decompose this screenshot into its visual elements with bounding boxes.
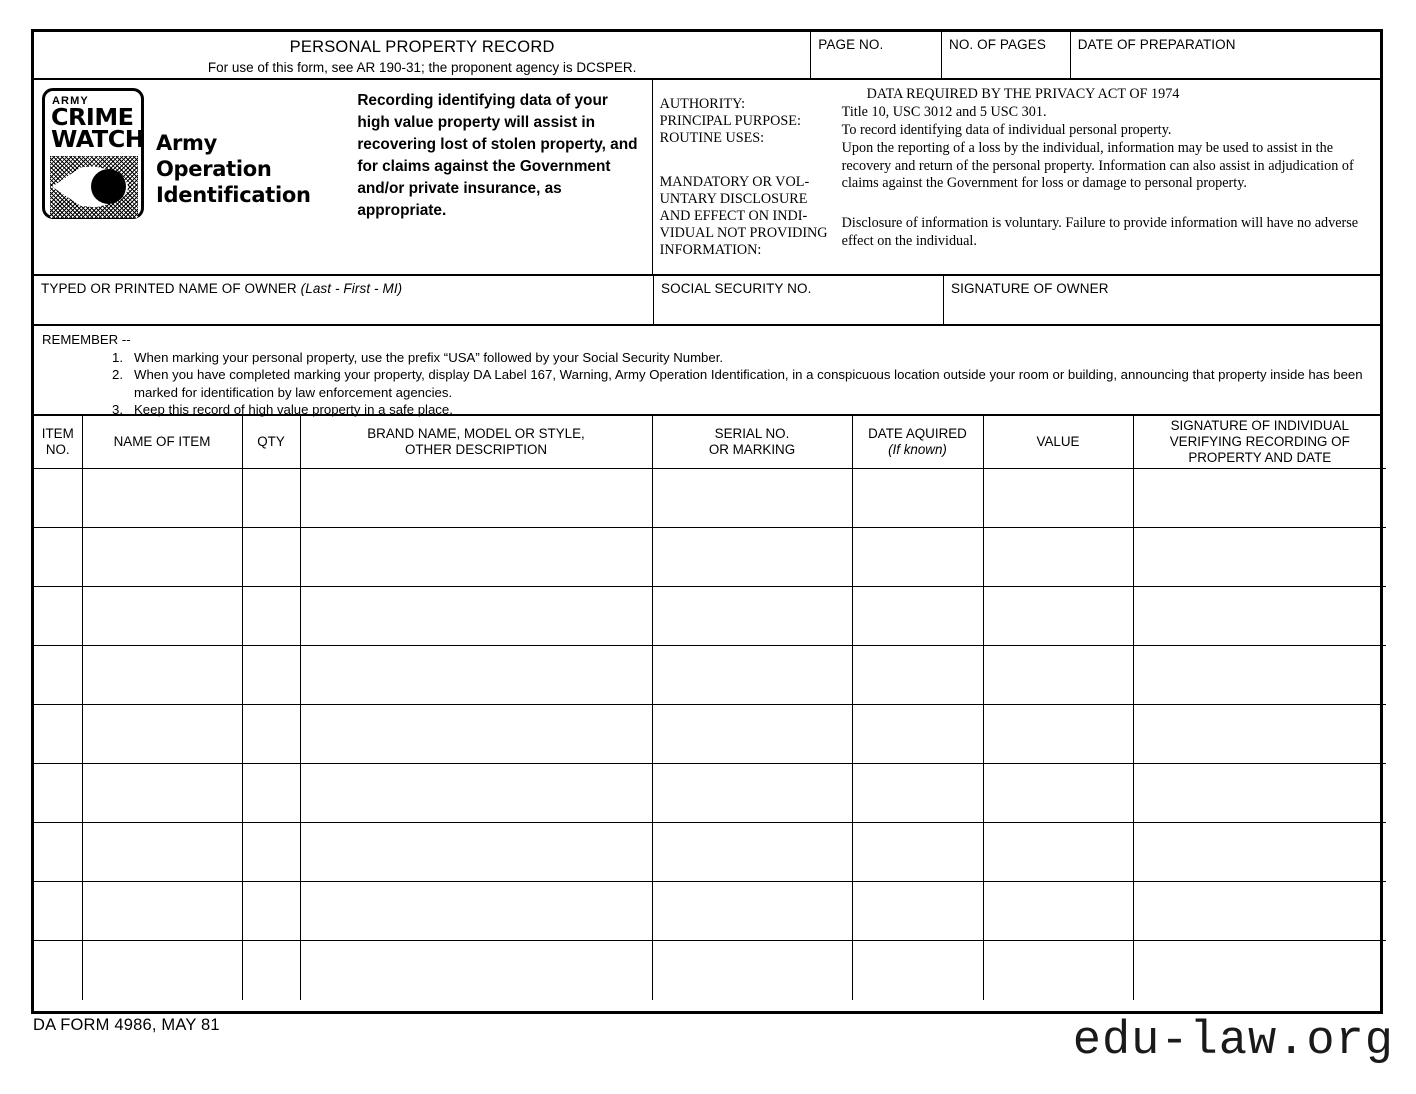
cell-date[interactable] [852,528,983,587]
cell-name[interactable] [82,823,242,882]
cell-signature[interactable] [1133,469,1386,528]
column-header-description [300,416,652,469]
cell-date[interactable] [852,587,983,646]
label-mandatory-line5: INFORMATION: [659,242,762,259]
page-no-value [811,53,941,58]
remember-item-number: 3. [112,402,123,418]
cell-item-no[interactable] [34,941,82,1000]
cell-item-no[interactable] [34,882,82,941]
col-sign-line3: PROPERTY AND DATE [1188,450,1332,466]
no-of-pages-field[interactable] [942,32,1071,78]
col-desc-line2: OTHER DESCRIPTION [404,442,548,458]
army-crime-watch-logo [34,80,343,274]
cell-qty[interactable] [242,705,300,764]
cell-desc[interactable] [300,705,652,764]
cell-serial[interactable] [652,528,852,587]
badge-army-text: ARMY [52,95,89,107]
page-no-field[interactable] [811,32,942,78]
cell-serial[interactable] [652,646,852,705]
cell-desc[interactable] [300,587,652,646]
table-row [34,469,1386,528]
cell-name[interactable] [82,469,242,528]
property-items-table [34,416,1386,1000]
remember-item-text: When you have completed marking your property, display DA Label 167, Warning, Army Operation Identification, in a conspicuous location outside your room or building, announcing that property inside has been marked for identification by law enforcement agencies. [134,367,1363,400]
cell-serial[interactable] [652,823,852,882]
remember-item-number: 2. [112,367,123,383]
table-body [34,469,1386,1000]
privacy-authority-text: Title 10, USC 3012 and 5 USC 301. [841,103,1047,120]
col-desc-line1: BRAND NAME, MODEL OR STYLE, [367,426,585,442]
label-principal-purpose: PRINCIPAL PURPOSE: [659,113,801,130]
cell-desc[interactable] [300,646,652,705]
remember-instructions [34,326,1380,416]
cell-qty[interactable] [242,941,300,1000]
cell-date[interactable] [852,646,983,705]
form-title-block [34,32,811,78]
cell-signature[interactable] [1133,705,1386,764]
crime-watch-badge-icon [42,88,144,219]
cell-qty[interactable] [242,646,300,705]
ssn-field[interactable] [654,276,944,324]
owner-info-row [34,276,1380,326]
owner-name-label-hint: (Last - First - MI) [300,281,403,296]
table-row [34,941,1386,1000]
col-serial-line1: SERIAL NO. [714,426,790,442]
cell-date[interactable] [852,764,983,823]
remember-item-text: Keep this record of high value property in a safe place. [134,402,453,418]
cell-date[interactable] [852,941,983,1000]
col-serial-line2: OR MARKING [708,442,796,458]
privacy-act-body [839,80,1380,274]
cell-signature[interactable] [1133,528,1386,587]
cell-serial[interactable] [652,764,852,823]
purpose-statement-text: Recording identifying data of your high value property will assist in recovering lost of stolen property, and for claims against the Government and/or private insurance, as appropriate. [357,92,638,220]
no-of-pages-value [942,53,1070,58]
table-row [34,528,1386,587]
cell-name[interactable] [82,528,242,587]
privacy-principal-purpose-text: To record identifying data of individual personal property. [841,121,1172,138]
remember-item-number: 1. [112,350,123,365]
cell-serial[interactable] [652,882,852,941]
col-item-line2: NO. [45,442,70,458]
remember-list [42,349,1380,419]
logo-line-operation: Operation [156,157,272,182]
col-name-line1: NAME OF ITEM [113,434,211,450]
page-subtitle: For use of this form, see AR 190-31; the proponent agency is DCSPER. [207,60,637,75]
cell-qty[interactable] [242,469,300,528]
column-header-item-no [34,416,82,469]
cell-value[interactable] [983,469,1133,528]
label-spacer [660,147,839,174]
cell-desc[interactable] [300,528,652,587]
site-watermark: edu-law.org [1072,1015,1394,1068]
cell-name[interactable] [82,705,242,764]
logo-wordmark [156,88,311,208]
cell-value[interactable] [983,587,1133,646]
cell-value[interactable] [983,764,1133,823]
table-row [34,823,1386,882]
table-row [34,705,1386,764]
label-mandatory-line2: UNTARY DISCLOSURE [659,191,808,208]
cell-value[interactable] [983,528,1133,587]
purpose-statement [343,80,652,274]
list-item [42,401,1380,418]
label-mandatory-line1: MANDATORY OR VOL- [659,174,810,191]
da-form-4986 [31,29,1383,1014]
col-qty-line1: QTY [257,434,285,450]
col-date-line1: DATE AQUIRED [868,426,967,442]
cell-item-no[interactable] [34,528,82,587]
date-of-preparation-field[interactable] [1071,32,1380,78]
col-sign-line2: VERIFYING RECORDING OF [1169,434,1350,450]
label-authority: AUTHORITY: [659,96,746,112]
cell-qty[interactable] [242,764,300,823]
cell-serial[interactable] [652,705,852,764]
privacy-act-heading: DATA REQUIRED BY THE PRIVACY ACT OF 1974 [866,86,1180,102]
eye-pupil-shape [91,169,126,204]
cell-item-no[interactable] [34,469,82,528]
remember-item-text: When marking your personal property, use the prefix “USA” followed by your Social Security Number. [134,350,724,365]
cell-desc[interactable] [300,882,652,941]
cell-name[interactable] [82,587,242,646]
column-header-value [983,416,1133,469]
logo-line-army: Army [156,131,217,155]
col-sign-line1: SIGNATURE OF INDIVIDUAL [1170,418,1349,433]
ssn-value [654,297,943,302]
privacy-disclosure-text: Disclosure of information is voluntary. Failure to provide information will have no adverse effect on the individual. [841,215,1359,250]
badge-crime-text: CRIME [51,105,134,131]
cell-desc[interactable] [300,941,652,1000]
page-title: PERSONAL PROPERTY RECORD [289,38,555,56]
privacy-act-notice [653,80,1380,274]
cell-value[interactable] [983,646,1133,705]
cell-value[interactable] [983,705,1133,764]
label-mandatory-line3: AND EFFECT ON INDI- [659,208,808,225]
cell-item-no[interactable] [34,764,82,823]
cell-qty[interactable] [242,528,300,587]
list-item [42,366,1380,401]
cell-signature[interactable] [1133,587,1386,646]
owner-name-label [34,276,653,297]
cell-desc[interactable] [300,823,652,882]
label-mandatory-line4: VIDUAL NOT PROVIDING [659,225,828,242]
cell-date[interactable] [852,469,983,528]
cell-desc[interactable] [300,469,652,528]
cell-date[interactable] [852,823,983,882]
owner-signature-field[interactable] [944,276,1380,324]
cell-item-no[interactable] [34,646,82,705]
table-row [34,587,1386,646]
cell-name[interactable] [82,882,242,941]
column-header-signature [1133,416,1386,469]
cell-name[interactable] [82,941,242,1000]
cell-desc[interactable] [300,764,652,823]
privacy-routine-uses-text: Upon the reporting of a loss by the individual, information may be used to assist in the recovery and return of the personal property. Information can also assist in adjudication of claims against the Government for loss or damage to personal property. [841,139,1354,192]
privacy-act-labels [653,80,839,274]
badge-watch-text: WATCH [51,126,145,153]
cell-qty[interactable] [242,587,300,646]
owner-name-field[interactable] [34,276,654,324]
cell-signature[interactable] [1133,764,1386,823]
page-no-label: PAGE NO. [818,37,884,52]
remember-heading: REMEMBER -- [42,332,131,347]
cell-serial[interactable] [652,941,852,1000]
cell-value[interactable] [983,823,1133,882]
cell-item-no[interactable] [34,823,82,882]
owner-name-label-text: TYPED OR PRINTED NAME OF OWNER [41,281,297,296]
cell-qty[interactable] [242,882,300,941]
privacy-body-spacer [842,193,1366,215]
cell-signature[interactable] [1133,882,1386,941]
col-value-line1: VALUE [1036,434,1080,450]
form-number-footer: DA FORM 4986, MAY 81 [33,1016,220,1034]
no-of-pages-label: NO. OF PAGES [948,37,1046,52]
cell-qty[interactable] [242,823,300,882]
col-item-line1: ITEM [41,426,74,442]
column-header-name-of-item [82,416,242,469]
cell-date[interactable] [852,705,983,764]
date-of-preparation-label: DATE OF PREPARATION [1077,37,1236,52]
cell-serial[interactable] [652,469,852,528]
cell-value[interactable] [983,941,1133,1000]
cell-item-no[interactable] [34,587,82,646]
cell-item-no[interactable] [34,705,82,764]
table-header-row [34,416,1386,469]
form-header-strip [34,32,1380,80]
owner-name-value [34,297,653,302]
privacy-act-band [34,80,1380,276]
cell-signature[interactable] [1133,646,1386,705]
owner-signature-value [944,297,1380,302]
cell-name[interactable] [82,764,242,823]
cell-signature[interactable] [1133,941,1386,1000]
column-header-serial-no [652,416,852,469]
cell-value[interactable] [983,882,1133,941]
cell-name[interactable] [82,646,242,705]
ssn-label: SOCIAL SECURITY NO. [661,281,812,296]
column-header-qty [242,416,300,469]
eye-icon [50,156,138,218]
list-item [42,349,1380,366]
cell-date[interactable] [852,882,983,941]
owner-signature-label: SIGNATURE OF OWNER [951,281,1109,296]
cell-serial[interactable] [652,587,852,646]
logo-line-identification: Identification [156,183,311,208]
column-header-date-acquired [852,416,983,469]
table-row [34,882,1386,941]
date-of-preparation-value [1071,53,1380,58]
table-row [34,646,1386,705]
table-row [34,764,1386,823]
cell-signature[interactable] [1133,823,1386,882]
label-routine-uses: ROUTINE USES: [659,130,765,147]
col-date-note: (If known) [888,442,947,458]
